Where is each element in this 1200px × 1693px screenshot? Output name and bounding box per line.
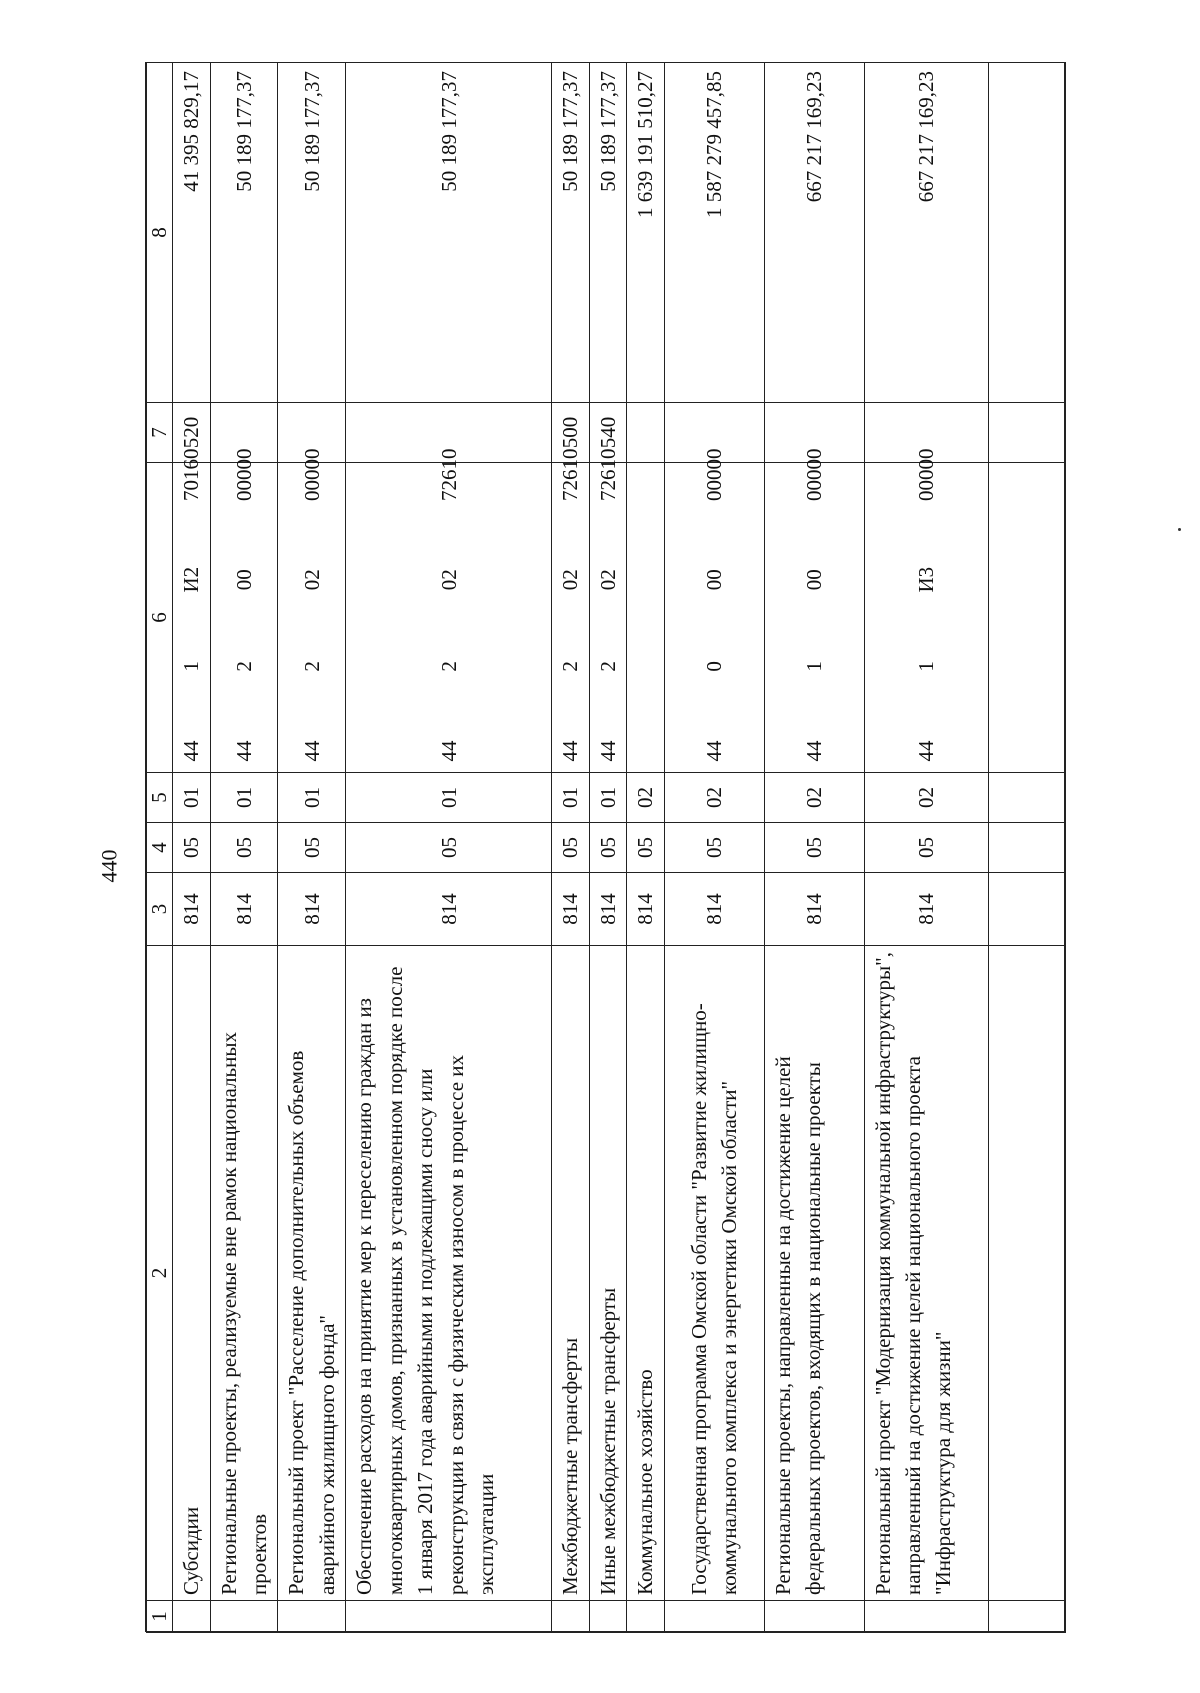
csr-direction: 70160 [179,448,204,502]
csr-project: 00 [701,569,726,591]
table-row [589,63,626,1633]
filler-cell [988,823,1065,873]
row-name-cell: Региональные проекты, направленные на достижение целей федеральных проектов, входящих в национальные проекты [764,946,864,1601]
csr-program: 44 [801,740,826,762]
csr-program: 44 [299,740,324,762]
row-name-cell: Межбюджетные трансферты [552,946,589,1601]
table-row [627,63,664,1633]
expense-type-cell: 520 [173,403,210,463]
subsection-cell: 01 [552,773,589,823]
filler-cell [988,1601,1065,1633]
section-cell: 05 [346,823,552,873]
subsection-cell: 01 [210,773,278,823]
section-cell: 05 [664,823,764,873]
target-article-cell [173,448,210,773]
amount-cell: 50 189 177,37 [278,63,346,403]
subsection-cell: 02 [664,773,764,823]
expense-type-cell: 500 [552,403,589,463]
csr-direction: 72610 [595,448,620,502]
csr-type: 2 [558,661,583,672]
table-row [278,63,346,1633]
target-article-cell [346,448,552,773]
grbs-cell: 814 [278,873,346,946]
budget-table-sheet [145,62,1065,1632]
filler-cell [988,63,1065,403]
header-col-3: 3 [147,873,173,946]
amount-cell: 50 189 177,37 [552,63,589,403]
grbs-cell: 814 [552,873,589,946]
target-article-cell [552,448,589,773]
filler-cell [988,773,1065,823]
filler-cell [988,873,1065,946]
amount-cell: 50 189 177,37 [210,63,278,403]
csr-direction: 00000 [231,448,256,502]
csr-program: 44 [231,740,256,762]
target-article-cell [589,448,626,773]
table-row [764,63,864,1633]
table-row [864,63,988,1633]
expense-type-cell: 540 [589,403,626,463]
csr-type: 2 [436,661,461,672]
rotated-table-container [146,63,1066,1633]
row-num-cell [552,1601,589,1633]
row-num-cell [664,1601,764,1633]
csr-project: 00 [231,569,256,591]
csr-direction: 00000 [299,448,324,502]
table-row [346,63,552,1633]
target-article-cell [864,448,988,773]
csr-project: 02 [436,569,461,591]
grbs-cell: 814 [864,873,988,946]
section-cell: 05 [278,823,346,873]
csr-type: 1 [179,661,204,672]
section-cell: 05 [589,823,626,873]
expense-type-cell [627,403,664,463]
amount-cell: 1 587 279 457,85 [664,63,764,403]
csr-direction: 00000 [913,448,938,502]
row-num-cell [173,1601,210,1633]
header-col-2: 2 [147,946,173,1601]
grbs-cell: 814 [589,873,626,946]
csr-type: 2 [231,661,256,672]
csr-type: 2 [595,661,620,672]
section-cell: 05 [627,823,664,873]
csr-project: 02 [558,569,583,591]
grbs-cell: 814 [627,873,664,946]
grbs-cell: 814 [764,873,864,946]
table-row [173,63,210,1633]
csr-program: 44 [701,740,726,762]
target-article-cell [664,448,764,773]
filler-cell [988,463,1065,773]
section-cell: 05 [552,823,589,873]
section-cell: 05 [764,823,864,873]
row-num-cell [210,1601,278,1633]
table-header-row [147,63,173,1633]
row-name-cell: Субсидии [173,946,210,1601]
subsection-cell: 02 [864,773,988,823]
grbs-cell: 814 [664,873,764,946]
csr-type: 1 [801,661,826,672]
target-article-cell [627,463,664,773]
amount-cell: 50 189 177,37 [589,63,626,403]
csr-type: 2 [299,661,324,672]
row-name-cell: Государственная программа Омской области "Развитие жилищно-коммунального комплекса и энергетики Омской области" [664,946,764,1601]
row-name-cell: Региональные проекты, реализуемые вне рамок национальных проектов [210,946,278,1601]
amount-cell: 667 217 169,23 [764,63,864,403]
subsection-cell: 01 [346,773,552,823]
row-num-cell [764,1601,864,1633]
target-article-cell [764,448,864,773]
header-col-5: 5 [147,773,173,823]
amount-cell: 1 639 191 510,27 [627,63,664,403]
table-row [210,63,278,1633]
csr-project: 02 [299,569,324,591]
row-name-cell: Региональный проект "Расселение дополнительных объемов аварийного жилищного фонда" [278,946,346,1601]
row-num-cell [346,1601,552,1633]
subsection-cell: 02 [764,773,864,823]
row-name-cell: Обеспечение расходов на принятие мер к переселению граждан из многоквартирных домов, признанных в установленном порядке после 1 января 2017 года аварийными и подлежащими сносу или реконструкции в связи с физическим износом в процессе их эксплуатации [346,946,552,1601]
table-filler-row [988,63,1065,1633]
amount-cell: 667 217 169,23 [864,63,988,403]
csr-program: 44 [179,740,204,762]
amount-cell: 50 189 177,37 [346,63,552,403]
csr-program: 44 [436,740,461,762]
target-article-cell [210,448,278,773]
csr-program: 44 [595,740,620,762]
row-num-cell [627,1601,664,1633]
subsection-cell: 01 [278,773,346,823]
row-name-cell: Иные межбюджетные трансферты [589,946,626,1601]
subsection-cell: 01 [173,773,210,823]
target-article-cell [278,448,346,773]
subsection-cell: 02 [627,773,664,823]
csr-direction: 00000 [701,448,726,502]
header-col-8: 8 [147,63,173,403]
csr-type: 1 [913,661,938,672]
grbs-cell: 814 [210,873,278,946]
row-num-cell [278,1601,346,1633]
header-col-4: 4 [147,823,173,873]
csr-program: 44 [913,740,938,762]
budget-table [146,62,1066,1633]
section-cell: 05 [864,823,988,873]
csr-project: 02 [595,569,620,591]
csr-direction: 72610 [558,448,583,502]
csr-type: 0 [701,661,726,672]
csr-project: И3 [913,566,938,593]
section-cell: 05 [173,823,210,873]
row-num-cell [589,1601,626,1633]
csr-direction: 00000 [801,448,826,502]
csr-project: 00 [801,569,826,591]
csr-project: И2 [179,566,204,593]
scan-speck [1178,528,1181,531]
filler-cell [988,403,1065,463]
table-row [664,63,764,1633]
row-name-cell: Коммунальное хозяйство [627,946,664,1601]
header-col-6: 6 [147,463,173,773]
table-row [552,63,589,1633]
row-name-cell: Региональный проект "Модернизация коммунальной инфраструктуры", направленный на достижение целей национального проекта "Инфраструктура для жизни" [864,946,988,1601]
grbs-cell: 814 [346,873,552,946]
csr-direction: 72610 [436,448,461,502]
amount-cell: 41 395 829,17 [173,63,210,403]
section-cell: 05 [210,823,278,873]
filler-cell [988,946,1065,1601]
header-col-1: 1 [147,1601,173,1633]
subsection-cell: 01 [589,773,626,823]
page-number: 440 [96,849,121,883]
csr-program: 44 [558,740,583,762]
grbs-cell: 814 [173,873,210,946]
row-num-cell [864,1601,988,1633]
header-col-7: 7 [147,403,173,463]
